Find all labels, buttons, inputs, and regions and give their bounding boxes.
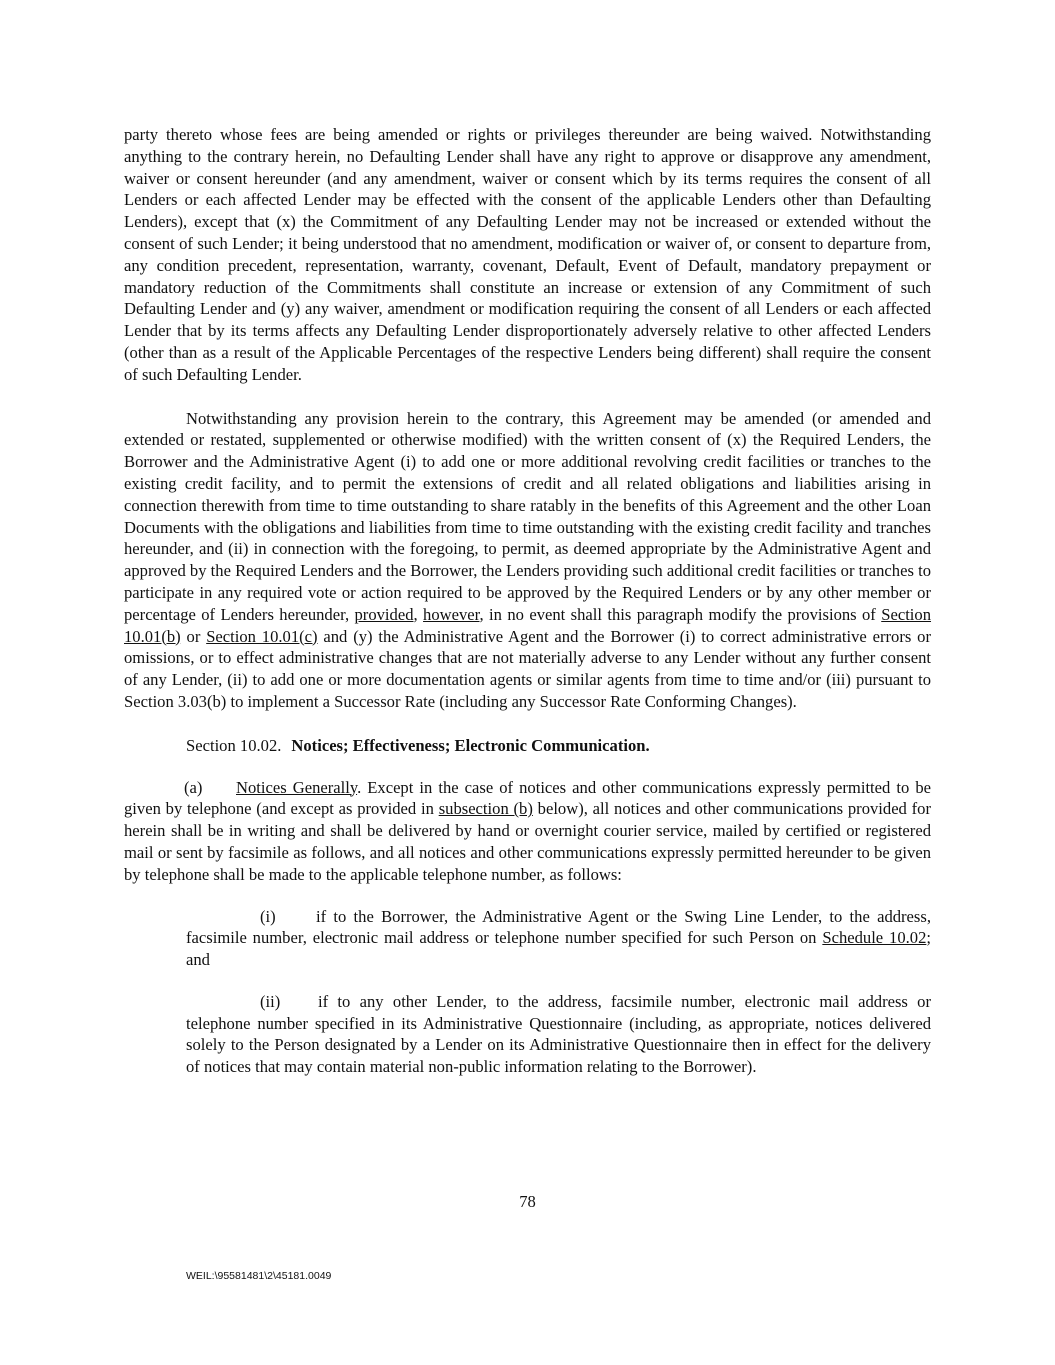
section-reference-10-01-c: Section 10.01(c) bbox=[206, 626, 318, 646]
subsection-a-notices-generally bbox=[124, 777, 931, 886]
however-term: however bbox=[423, 604, 480, 624]
document-id-footer: WEIL:\95581481\2\45181.0049 bbox=[186, 1270, 332, 1282]
para2-text-2: , in no event shall this paragraph modify the provisions of bbox=[479, 604, 882, 624]
paragraph-defaulting-lender: party thereto whose fees are being amended or rights or privileges thereunder are being waived. Notwithstanding anything to the contrary herein, no Defaulting Lender shall have any right to approve or disapprove any amendment, waiver or consent hereunder (and any amendment, waiver or consent which by its terms requires the consent of all Lenders or each affected Lender may be effected with the consent of the applicable Lenders other than Defaulting Lenders), except that (x) the Commitment of any Defaulting Lender may not be increased or extended without the consent of such Lender; it being understood that no amendment, modification or waiver of, or consent to departure from, any condition precedent, representation, warranty, covenant, Default, Event of Default, mandatory prepayment or mandatory reduction of the Commitments shall constitute an increase or extension of any Commitment of such Defaulting Lender and (y) any waiver, amendment or modification requiring the consent of all Lenders or each affected Lender that by its terms affects any Defaulting Lender disproportionately adversely relative to other affected Lenders (other than as a result of the Applicable Percentages of the respective Lenders being different) shall require the consent of such Defaulting Lender. bbox=[124, 125, 931, 384]
document-page bbox=[124, 124, 931, 1078]
schedule-reference: Schedule 10.02 bbox=[822, 928, 927, 948]
subsection-text-2: below), all notices and other communications provided for herein shall be in writing and shall be delivered by hand or overnight courier service, mailed by certified or registered mail or sent by facsimile as follows, and all notices and other communications expressly permitted hereunder to be given by telephone shall be made to the applicable telephone number, as follows: bbox=[124, 799, 931, 884]
para2-text-3: and (y) the Administrative Agent and the Borrower (i) to correct administrative errors or omissions, or to effect administrative changes that are not materially adverse to any Lender without any further consent of any Lender, (ii) to add one or more documentation agents or similar agents from time to time and/or (iii) pursuant to Section 3.03(b) to implement a Successor Rate (including any Successor Rate Conforming Changes). bbox=[124, 626, 931, 711]
paragraph-amendment-provision bbox=[124, 408, 931, 713]
para2-text-1: Notwithstanding any provision herein to the contrary, this Agreement may be amended (or amended and extended or restated, supplemented or otherwise modified) with the written consent of (x) the Required Lenders, the Borrower and the Administrative Agent (i) to add one or more additional revolving credit facilities or tranches to the existing credit facility, and to permit the extensions of credit and all related obligations and liabilities arising in connection therewith from time to time outstanding to share ratably in the benefits of this Agreement and the other Loan Documents with the obligations and liabilities from time to time outstanding with the existing credit facility and tranches hereunder, and (ii) in connection with the foregoing, to permit, as deemed appropriate by the Administrative Agent and approved by the Required Lenders and the Borrower, the Lenders providing such additional credit facilities or tranches to participate in any required vote or action required to be approved by the Required Lenders or by any other member or percentage of Lenders hereunder, bbox=[124, 408, 931, 624]
item-ii-text: if to any other Lender, to the address, facsimile number, electronic mail address or telephone number specified in its Administrative Questionnaire (including, as appropriate, notices delivered solely to the Person designated by a Lender on its Administrative Questionnaire then in effect for the delivery of notices that may contain material non-public information relating to the Borrower). bbox=[186, 991, 931, 1077]
provided-term: provided bbox=[354, 604, 414, 624]
section-heading bbox=[124, 735, 931, 757]
item-i-text-2: ; and bbox=[186, 928, 931, 970]
list-item-i bbox=[186, 906, 931, 971]
subsection-heading: Notices Generally bbox=[236, 777, 358, 797]
section-title: Notices; Effectiveness; Electronic Communication. bbox=[291, 735, 650, 755]
para2-comma: , bbox=[413, 604, 424, 624]
item-i-label: (i) bbox=[260, 906, 276, 926]
para2-or: or bbox=[180, 626, 207, 646]
item-ii-label: (ii) bbox=[260, 991, 281, 1011]
subsection-b-reference: subsection (b) bbox=[438, 799, 533, 819]
section-number: Section 10.02. bbox=[186, 735, 282, 755]
page-number: 78 bbox=[519, 1192, 536, 1211]
section-reference-10-01-b: Section 10.01(b) bbox=[124, 604, 932, 646]
subsection-label: (a) bbox=[184, 777, 203, 797]
subsection-text-1: . Except in the case of notices and other communications expressly permitted to be given by telephone (and except as provided in bbox=[124, 777, 931, 819]
list-item-ii bbox=[186, 991, 931, 1078]
item-i-text-1: if to the Borrower, the Administrative Agent or the Swing Line Lender, to the address, facsimile number, electronic mail address or telephone number specified for such Person on bbox=[186, 906, 931, 948]
